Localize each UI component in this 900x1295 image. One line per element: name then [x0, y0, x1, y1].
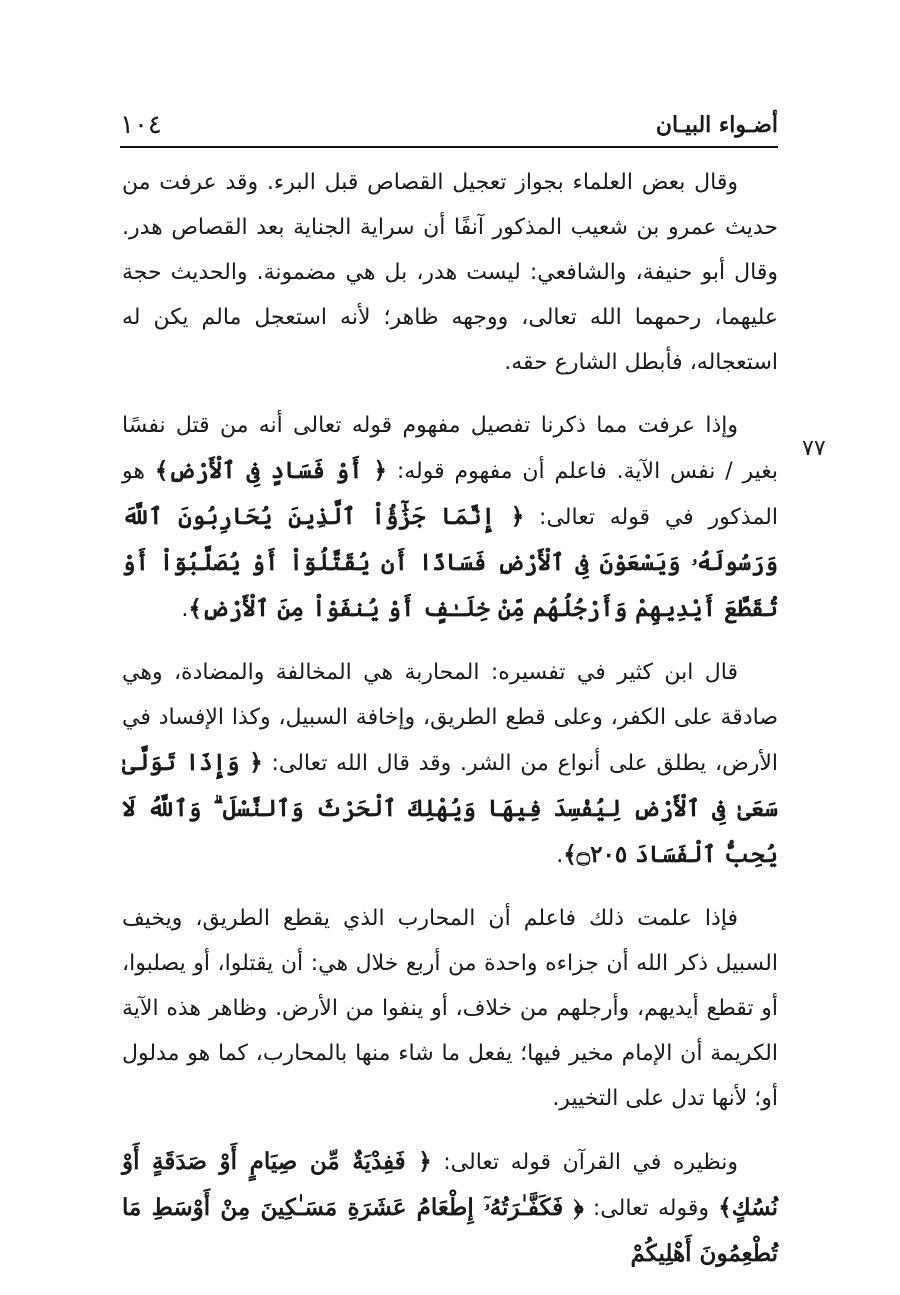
paragraph-4	[122, 896, 778, 1121]
paragraph-text: فإذا علمت ذلك فاعلم أن المحارب الذي يقطع الطريق، ويخيف السبيل ذكر الله أن جزاءه واحدة من أربع خلال هي: أن يقتلوا، أو يصلبوا، أو تقطع أيديهم، وأرجلهم من خلاف، أو ينفوا من الأرض. وظاهر هذه الآية الكريمة أن الإمام مخير فيها؛ يفعل ما شاء منها بالمحارب، كما هو مدلول أو؛ لأنها تدل على التخيير.	[122, 906, 778, 1111]
page-body	[122, 160, 778, 1295]
book-title: أضـواء البيـان	[655, 112, 778, 138]
quran-verse: ﴿ فَفِدْيَةٌ مِّن صِيَامٍ أَوْ صَدَقَةٍ أَوْ نُسُكٍ﴾	[122, 1148, 778, 1221]
paragraph-text: ونظيره في القرآن قوله تعالى:	[431, 1150, 738, 1175]
quran-verse: ﴿ أَوْ فَسَادٍ فِى ٱلْأَرْضِ﴾	[154, 457, 387, 484]
paragraph-text: قال ابن كثير في تفسيره: المحاربة هي المخالفة والمضادة، وهي صادقة على الكفر، وعلى قطع الطريق، وإخافة السبيل، وكذا الإفساد في الأرض، يطلق على أنواع من الشر. وقد قال الله تعالى:	[122, 660, 778, 776]
paragraph-text: .	[181, 597, 189, 622]
margin-page-reference: ٧٧	[802, 436, 826, 461]
paragraph-text: .	[556, 843, 564, 868]
quran-verse: ﴿ فَكَفَّـٰرَتُهُۥٓ إِطْعَامُ عَشَرَةِ مَسَـٰكِينَ مِنْ أَوْسَطِ مَا تُطْعِمُونَ أَهْلِيكُمْ	[122, 1194, 778, 1267]
paragraph-3	[122, 650, 778, 878]
paragraph-2	[122, 403, 778, 632]
paragraph-text: هو المذكور في قوله تعالى:	[122, 459, 778, 530]
paragraph-text: وقوله تعالى:	[583, 1196, 719, 1221]
page-header	[120, 104, 778, 148]
quran-verse: ﴿ إِنَّمَا جَزَٰٓؤُاْ ٱلَّذِينَ يُحَارِبُونَ ٱللَّهَ وَرَسُولَهُۥ وَيَسْعَوْنَ فِى ٱلْأَرْضِ فَسَادًا أَن يُقَتَّلُوٓاْ أَوْ يُصَلَّبُوٓاْ أَوْ تُقَطَّعَ أَيْدِيهِمْ وَأَرْجُلُهُم مِّنْ خِلَـٰفٍ أَوْ يُنفَوْاْ مِنَ ٱلْأَرْضِ﴾	[122, 503, 778, 622]
quran-verse: ﴿ وَإِذَا تَوَلَّىٰ سَعَىٰ فِى ٱلْأَرْضِ لِيُفْسِدَ فِيهَا وَيُهْلِكَ ٱلْحَرْثَ وَٱلنَّسْلَ ۗ وَٱللَّهُ لَا يُحِبُّ ٱلْفَسَادَ ۝٢٠٥﴾	[122, 749, 778, 868]
paragraph-5	[122, 1139, 778, 1277]
paragraph-1	[122, 160, 778, 385]
paragraph-text: وإذا عرفت مما ذكرنا تفصيل مفهوم قوله تعالى أنه من قتل نفسًا بغير / نفس الآية. فاعلم أن مفهوم قوله:	[122, 413, 778, 484]
paragraph-text: وقال بعض العلماء بجواز تعجيل القصاص قبل البرء. وقد عرفت من حديث عمرو بن شعيب المذكور آنفًا أن سراية الجناية بعد القصاص هدر. وقال أبو حنيفة، والشافعي: ليست هدر، بل هي مضمونة. والحديث حجة عليهما، رحمهما الله تعالى، ووجهه ظاهر؛ لأنه استعجل مالم يكن له استعجاله، فأبطل الشارع حقه.	[122, 170, 778, 375]
page-number: ١٠٤	[120, 110, 162, 140]
